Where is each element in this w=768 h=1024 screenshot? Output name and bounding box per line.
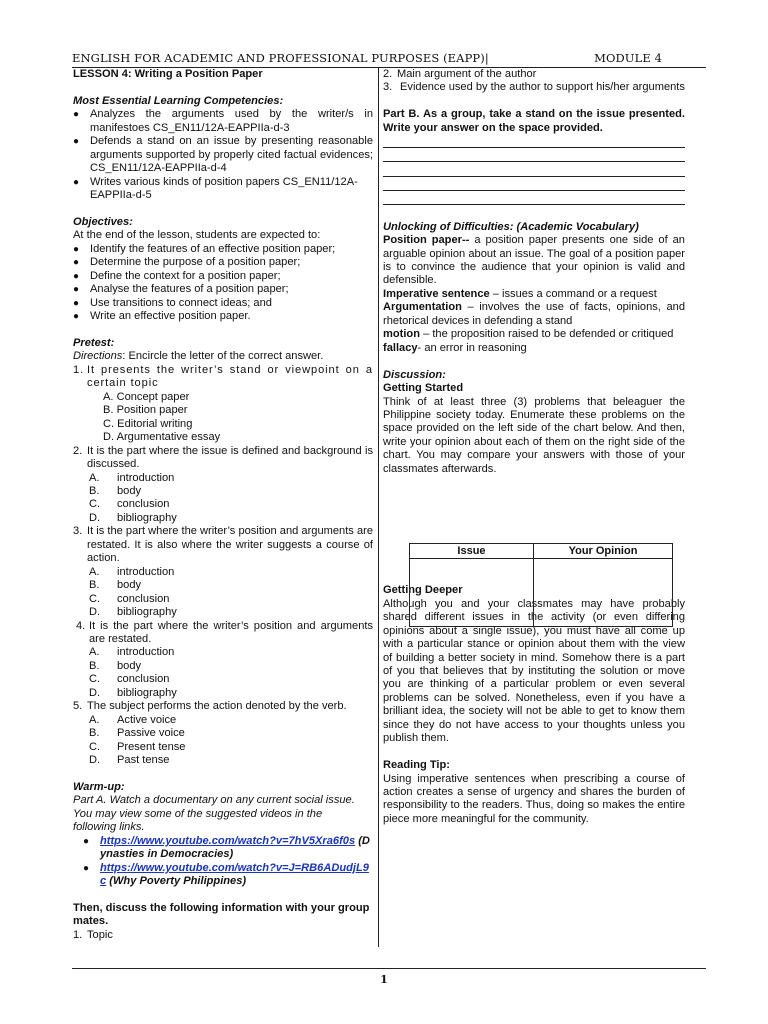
video-link-item xyxy=(83,835,373,862)
question-5: 5. The subject performs the action denoted by the verb. xyxy=(73,700,347,713)
answer-line[interactable] xyxy=(383,178,685,191)
choice: B. body xyxy=(89,485,142,497)
melc-heading: Most Essential Learning Competencies: xyxy=(73,94,284,107)
video-link-1[interactable]: https://www.youtube.com/watch?v=7hV5Xra6f0s xyxy=(100,834,356,847)
pretest-heading: Pretest: xyxy=(73,337,115,350)
footer-rule xyxy=(72,968,706,969)
vocab-entry: Position paper-- a position paper presents one side of an arguable opinion about an issue. The goal of a position paper is to convince the audience that your opinion is valid and defensible. xyxy=(383,234,685,287)
vocab-entry: motion – the proposition raised to be defended or critiqued xyxy=(383,328,674,341)
objectives-intro: At the end of the lesson, students are expected to: xyxy=(73,229,321,242)
choice: B. body xyxy=(89,659,142,672)
answer-line[interactable] xyxy=(383,150,685,163)
page-number: 1 xyxy=(380,973,388,986)
video-link-item xyxy=(83,862,373,889)
objective-item: ● Write an effective position paper. xyxy=(73,310,373,323)
objective-item: ● Define the context for a position paper; xyxy=(73,270,373,283)
issue-opinion-table xyxy=(409,543,673,627)
choice: A. Active voice xyxy=(89,713,177,726)
discussion-heading: Discussion: xyxy=(383,368,446,381)
video-link-2[interactable]: https://www.youtube.com/watch?v=J=RB6ADudjL9c xyxy=(100,861,369,888)
pretest-directions xyxy=(73,350,373,363)
choice: C. Editorial writing xyxy=(103,417,193,430)
discuss-item: 3. Evidence used by the author to support his/her arguments xyxy=(383,81,685,94)
column-divider xyxy=(378,67,379,947)
getting-started-text: Think of at least three (3) problems that beleaguer the Philippine society today. Enumerate these problems on the space provided on the left side of the chart below. And then, write your opinion about each of them on the right side of the chart. You may compare your answers with those of your classmates afterwards. xyxy=(383,395,685,475)
lesson-title: LESSON 4: Writing a Position Paper xyxy=(73,68,263,80)
choice: D. Past tense xyxy=(89,754,170,767)
discuss-instructions: Then, discuss the following information with your group mates. xyxy=(73,902,370,928)
objectives-heading: Objectives: xyxy=(73,215,133,228)
discuss-item: 2. Main argument of the author xyxy=(383,68,537,80)
vocab-entry: Argumentation – involves the use of facts, opinions, and rhetorical devices in defending a stand xyxy=(383,301,685,327)
choice: D. Argumentative essay xyxy=(103,431,221,444)
right-column xyxy=(383,68,685,826)
question-1: 1. It presents the writer’s stand or viewpoint on a certain topic xyxy=(73,363,373,390)
choice: A. introduction xyxy=(89,646,175,659)
reading-tip-heading: Reading Tip: xyxy=(383,759,450,772)
course-title: ENGLISH FOR ACADEMIC AND PROFESSIONAL PURPOSES (EAPP)| xyxy=(72,51,489,65)
objective-item: ● Analyse the features of a position paper; xyxy=(73,283,373,296)
choice: C. Present tense xyxy=(89,740,186,753)
reading-tip-text: Using imperative sentences when prescribing a course of action creates a sense of urgency and shares the burden of responsibility to the readers. Thus, doing so makes the entire piece more meaningful for the community. xyxy=(383,772,685,825)
part-b-instructions: Part B. As a group, take a stand on the issue presented. Write your answer on the space provided. xyxy=(383,108,685,134)
module-label: MODULE 4 xyxy=(594,51,662,65)
melc-item: ● Writes various kinds of position papers CS_EN11/12A-EAPPIIa-d-5 xyxy=(73,176,373,203)
vocab-entry: Imperative sentence – issues a command or a request xyxy=(383,287,657,300)
vocab-entry: fallacy- an error in reasoning xyxy=(383,341,527,354)
choice: A. introduction xyxy=(89,565,175,578)
question-3: 3. It is the part where the writer’s position and arguments are restated. It is also where the writer suggests a course of action. xyxy=(73,525,373,565)
choice: A. Concept paper xyxy=(103,390,190,403)
getting-started-heading: Getting Started xyxy=(383,382,464,395)
getting-deeper-heading: Getting Deeper xyxy=(383,584,463,597)
objective-item: ● Use transitions to connect ideas; and xyxy=(73,297,373,310)
objective-item: ● Determine the purpose of a position paper; xyxy=(73,256,373,269)
choice: B. body xyxy=(89,579,142,592)
table-header-issue: Issue xyxy=(410,544,533,559)
table-header-opinion: Your Opinion xyxy=(534,544,672,559)
video-title-1: (Dynasties in Democracies) xyxy=(100,834,370,861)
table-header-rule xyxy=(410,558,672,559)
page-header xyxy=(72,51,706,67)
choice: A. introduction xyxy=(89,471,175,484)
choice: D. bibliography xyxy=(89,686,177,699)
choice: C. conclusion xyxy=(89,673,170,686)
unlocking-heading: Unlocking of Difficulties: (Academic Vocabulary) xyxy=(383,220,639,233)
warmup-heading: Warm-up: xyxy=(73,780,125,793)
choice: D. bibliography xyxy=(89,511,177,524)
objective-item: ● Identify the features of an effective position paper; xyxy=(73,243,373,256)
directions-text: : Encircle the letter of the correct answer. xyxy=(122,350,324,363)
choice: C. conclusion xyxy=(89,498,170,511)
melc-item: ● Analyzes the arguments used by the writer/s in manifestoes CS_EN11/12A-EAPPIIa-d-3 xyxy=(73,108,373,135)
answer-line[interactable] xyxy=(383,193,685,206)
left-column xyxy=(73,68,373,942)
choice: B. Position paper xyxy=(103,404,188,417)
choice: C. conclusion xyxy=(89,592,170,605)
melc-item: ● Defends a stand on an issue by presenting reasonable arguments supported by properly cited factual evidences; CS_EN11/12A-EAPPIIa-d-4 xyxy=(73,135,373,175)
part-a-instructions: Part A. Watch a documentary on any current social issue. You may view some of the suggested videos in the following links. xyxy=(73,794,355,834)
video-title-2: (Why Poverty Philippines) xyxy=(106,875,247,888)
answer-line[interactable] xyxy=(383,135,685,148)
answer-line[interactable] xyxy=(383,164,685,177)
choice: B. Passive voice xyxy=(89,727,185,740)
answer-lines[interactable] xyxy=(383,135,685,205)
question-4: 4. It is the part where the writer’s position and arguments are restated. xyxy=(76,619,373,645)
directions-label: Directions xyxy=(73,350,123,363)
question-2: 2. It is the part where the issue is defined and background is discussed. xyxy=(73,444,373,471)
getting-deeper-text: Although you and your classmates may have probably shared different issues in the activity (or even differing opinions about a single issue), you must have all come up with a particular stance or opinion about them with the view of building a better society in mind. Somehow there is a part of you that believes that by instituting the solution or move you are thinking of a particular problem or even several problems can be solved. Nonetheless, even if you have a brilliant idea, the society will not be able to get to know them since they do not have access to your thoughts unless you publish them. xyxy=(383,597,685,745)
choice: D. bibliography xyxy=(89,606,177,619)
discuss-item: 1. Topic xyxy=(73,928,113,941)
